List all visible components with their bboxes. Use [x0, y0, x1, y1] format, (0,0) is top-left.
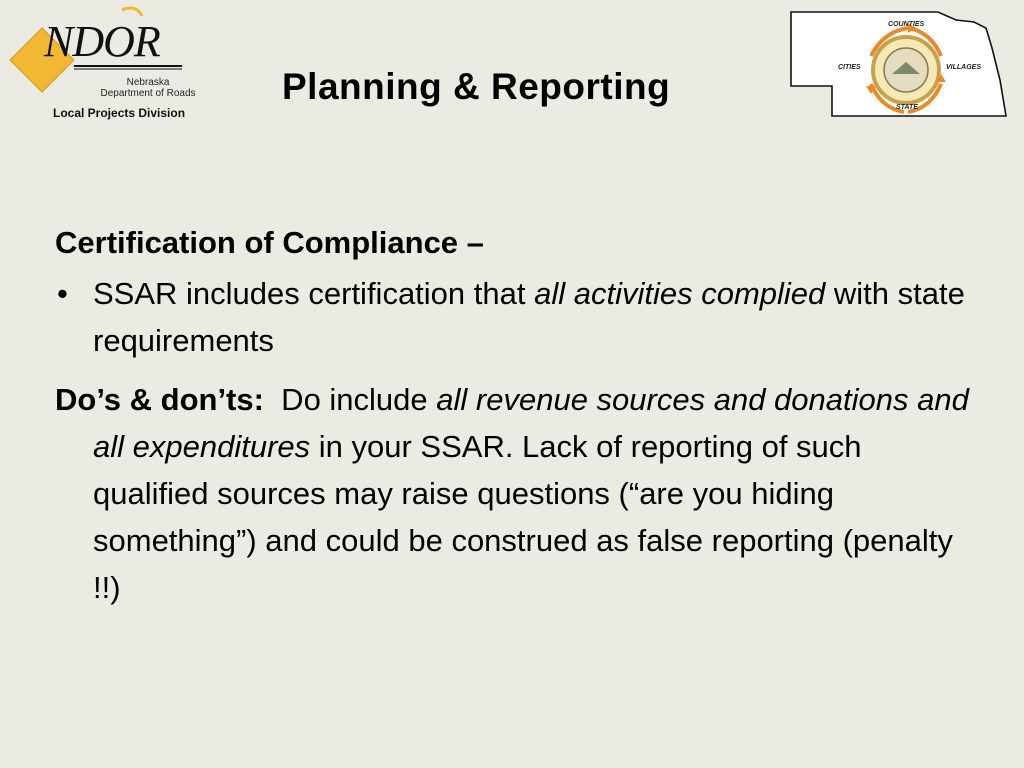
ndor-line2: Department of Roads [100, 88, 196, 99]
map-label-counties: COUNTIES [888, 21, 925, 28]
dos-text-italic: all revenue sources and donations and all expenditures [93, 382, 969, 464]
slide-title: Planning & Reporting [282, 66, 671, 107]
section-heading: Certification of Compliance – [55, 225, 484, 260]
bullet-text-end: with state requirements [93, 276, 965, 358]
map-label-villages: VILLAGES [946, 64, 982, 71]
bullet-text-start: SSAR includes certification that [93, 276, 535, 311]
dos-text-start: Do include [263, 382, 437, 417]
dos-text-end: in your SSAR. Lack of reporting of such qualified sources may raise questions (“are you hiding something”) and could be construed as false reporting (penalty !!) [93, 429, 953, 605]
map-label-cities: CITIES [838, 64, 861, 71]
ndor-line1: Nebraska [126, 77, 170, 88]
ndor-wordmark: NDOR [44, 17, 160, 66]
bullet-marker: • [57, 276, 68, 311]
slide-body [55, 222, 985, 611]
division-label: Local Projects Division [53, 106, 186, 120]
map-label-state: STATE [896, 104, 918, 111]
bullet-text-italic: all activities complied [534, 276, 826, 311]
bullet-item [55, 270, 985, 364]
dos-donts-label: Do’s & don’ts: [55, 382, 264, 417]
ndor-subtitle [88, 77, 208, 99]
dos-donts-paragraph [55, 376, 985, 611]
nebraska-map-graphic [788, 8, 1010, 124]
